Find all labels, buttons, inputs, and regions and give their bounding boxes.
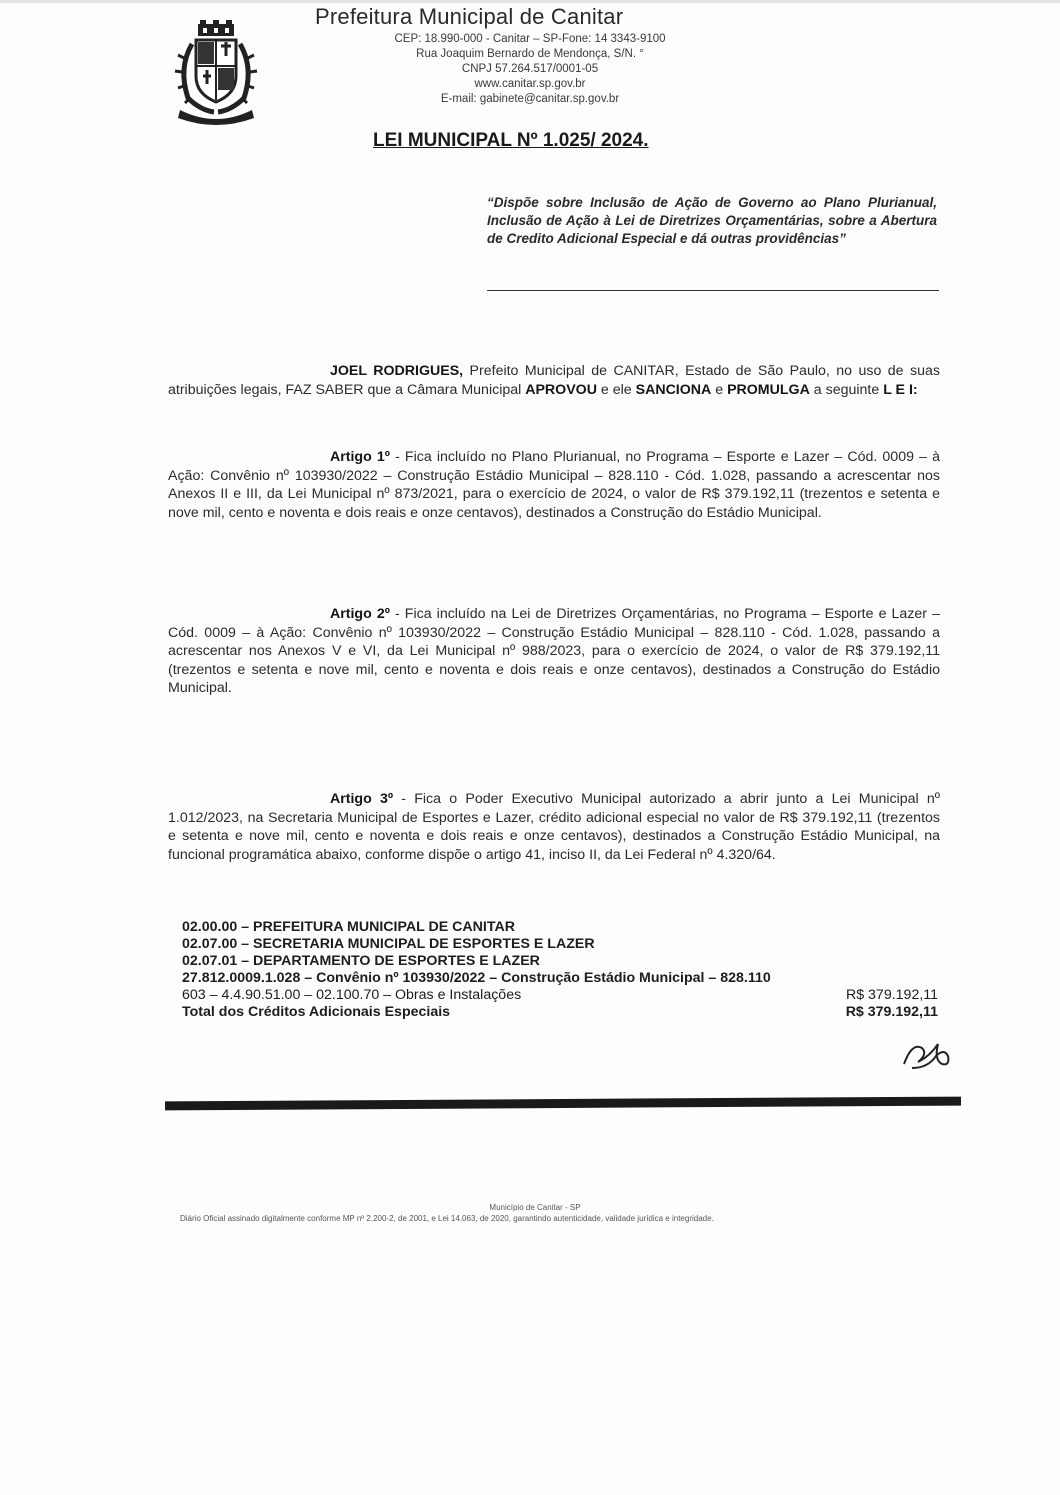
article-2 (168, 605, 940, 698)
budget-allocation-block (182, 919, 938, 1021)
preamble-text: e ele (596, 381, 636, 398)
budget-line (182, 953, 938, 970)
budget-line-text: 02.07.00 – SECRETARIA MUNICIPAL DE ESPORTES E LAZER (182, 936, 595, 952)
article-3-text: - Fica o Poder Executivo Municipal autorizado a abrir junto a Lei Municipal nº 1.012/2023, na Secretaria Municipal de Esportes e Lazer, crédito adicional especial no valor de R$ 379.192,11 (trezentos e setenta e nove mil, cento e noventa e dois reais e onze centavos), destinados a Construção Estádio Municipal, na funcional programática abaixo, conforme dispõe o artigo 41, inciso II, da Lei Federal nº 4.320/64. (168, 791, 940, 863)
preamble-text: Prefeito Municipal de CANITAR, Estado de São Paulo, no uso de suas atribuições legais, FAZ SABER que a Câmara Municipal (168, 363, 940, 398)
budget-total-label: Total dos Créditos Adicionais Especiais (182, 1004, 451, 1020)
contact-email: E-mail: gabinete@canitar.sp.gov.br (440, 93, 620, 105)
budget-line-text: 02.00.00 – PREFEITURA MUNICIPAL DE CANITAR (182, 919, 515, 935)
footer-municipality: Município de Canitar - SP (489, 1203, 581, 1212)
article-2-text: - Fica incluído na Lei de Diretrizes Orçamentárias, no Programa – Esporte e Lazer – Cód. 0009 – à Ação: Convênio nº 103930/2022 – Construção Estádio Municipal – 828.110 - Cód. 1.028, passando a acrescentar nos Anexos V e VI, da Lei Municipal nº 988/2023, para o exercício de 2024, o valor de R$ 379.192,11 (trezentos e setenta e nove mil, cento e noventa e dois reais e onze centavos), destinados a Construção do Estádio Municipal. (168, 606, 940, 696)
promulga-text: PROMULGA (727, 381, 810, 398)
article-1-heading: Artigo 1º (330, 449, 390, 465)
contact-cnpj: CNPJ 57.264.517/0001-05 (461, 63, 599, 75)
footer-divider (165, 1097, 961, 1111)
article-3-heading: Artigo 3º (330, 791, 394, 807)
preamble-paragraph (168, 362, 940, 399)
budget-line-text: 27.812.0009.1.028 – Convênio nº 103930/2022 – Construção Estádio Municipal – 828.110 (182, 970, 771, 986)
coat-of-arms-icon (170, 18, 262, 126)
contact-website: www.canitar.sp.gov.br (474, 78, 586, 90)
budget-line-text: 02.07.01 – DEPARTAMENTO DE ESPORTES E LAZER (182, 953, 540, 969)
scan-edge (0, 0, 1060, 3)
budget-line (182, 987, 938, 1004)
ementa: “Dispõe sobre Inclusão de Ação de Governo ao Plano Plurianual, Inclusão de Ação à Lei de Diretrizes Orçamentárias, sobre a Abertura de Credito Adicional Especial e dá outras providências” (487, 195, 937, 246)
footer-certification-note: Diário Oficial assinado digitalmente conforme MP nº 2.200-2, de 2001, e Lei 14.063, de 2020, garantindo autenticidade, validade jurídica e integridade. (180, 1214, 714, 1223)
article-2-heading: Artigo 2º (330, 606, 390, 622)
budget-line (182, 936, 938, 953)
ementa-underline (487, 290, 939, 291)
budget-total-line (182, 1004, 938, 1021)
budget-total-value: R$ 379.192,11 (845, 1004, 938, 1020)
budget-item-value: R$ 379.192,11 (845, 987, 938, 1003)
preamble-text: e (711, 381, 728, 398)
law-title: LEI MUNICIPAL Nº 1.025/ 2024. (373, 130, 649, 151)
budget-item-label: 603 – 4.4.90.51.00 – 02.100.70 – Obras e Instalações (182, 987, 522, 1003)
preamble-text: a seguinte (809, 381, 884, 398)
handwritten-initials (898, 1034, 956, 1074)
budget-line (182, 970, 938, 987)
article-1 (168, 448, 940, 522)
municipality-name: Prefeitura Municipal de Canitar (315, 4, 624, 29)
lei-text: L E I: (883, 381, 918, 398)
contact-address: Rua Joaquim Bernardo de Mendonça, S/N. ° (416, 48, 644, 60)
contact-cep-phone: CEP: 18.990-000 - Canitar – SP-Fone: 14 3343-9100 (394, 33, 666, 45)
mayor-name: JOEL RODRIGUES, (330, 363, 464, 379)
budget-line (182, 919, 938, 936)
article-1-text: - Fica incluído no Plano Plurianual, no Programa – Esporte e Lazer – Cód. 0009 – à Ação: Convênio nº 103930/2022 – Construção Estádio Municipal – 828.110 - Cód. 1.028, passando a acrescentar nos Anexos II e III, da Lei Municipal nº 873/2021, para o exercício de 2024, o valor de R$ 379.192,11 (trezentos e setenta e nove mil, cento e noventa e dois reais e onze centavos), destinados a Construção do Estádio Municipal. (168, 449, 941, 521)
sanciona-text: SANCIONA (635, 381, 712, 398)
article-3 (168, 790, 940, 864)
aprovou-text: APROVOU (525, 381, 597, 398)
contact-block (330, 32, 730, 107)
